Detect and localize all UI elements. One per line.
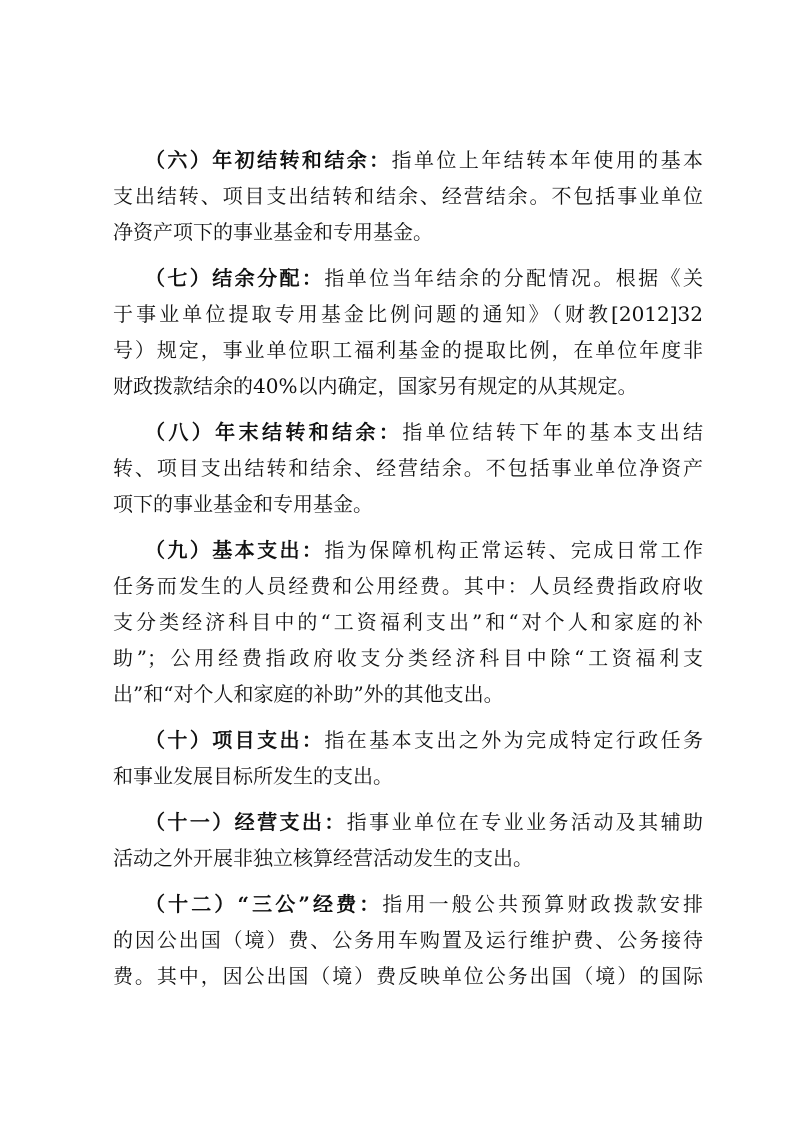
paragraph-8 [113,414,703,522]
paragraph-text: 指单位当年结余的分配情况。根据《关 [324,266,704,290]
paragraph-heading: （七）结余分配： [145,266,325,290]
paragraph-9 [113,532,703,712]
paragraph-line [113,260,703,296]
paragraph-line: 项下的事业基金和专用基金。 [113,492,373,516]
paragraph-text: 指用一般公共预算财政拨款安排 [382,892,704,916]
paragraph-line [113,532,703,568]
paragraph-line [113,804,703,840]
paragraph-text: 指事业单位在专业业务活动及其辅助 [346,810,703,834]
paragraph-10 [113,722,703,794]
paragraph-heading: （十二）“三公”经费： [145,892,383,916]
paragraph-line: 支出结转、项目支出结转和结余、经营结余。不包括事业单位 [113,184,703,208]
paragraph-line: 费。其中，因公出国（境）费反映单位公务出国（境）的国际 [113,964,703,988]
paragraph-line: 的因公出国（境）费、公务用车购置及运行维护费、公务接待 [113,928,703,952]
paragraph-line [113,722,703,758]
paragraph-heading: （十一）经营支出： [145,810,347,834]
paragraph-line: 助”；公用经费指政府收支分类经济科目中除“工资福利支 [113,646,703,670]
paragraph-line: 财政拨款结余的40%以内确定，国家另有规定的从其规定。 [113,374,638,398]
paragraph-heading: （十）项目支出： [145,728,325,752]
paragraph-line: 转、项目支出结转和结余、经营结余。不包括事业单位净资产 [113,456,703,480]
paragraph-line: 任务而发生的人员经费和公用经费。其中：人员经费指政府收 [113,574,703,598]
paragraph-6 [113,142,703,250]
paragraph-11 [113,804,703,876]
body-text [113,142,703,1004]
paragraph-heading: （六）年初结转和结余： [145,148,392,172]
paragraph-text: 指单位结转下年的基本支出结 [402,420,704,444]
paragraph-text: 指在基本支出之外为完成特定行政任务 [324,728,704,752]
paragraph-line: 号）规定，事业单位职工福利基金的提取比例，在单位年度非 [113,338,703,362]
paragraph-line: 活动之外开展非独立核算经营活动发生的支出。 [113,846,533,870]
paragraph-12 [113,886,703,994]
paragraph-7 [113,260,703,404]
paragraph-line: 净资产项下的事业基金和专用基金。 [113,220,433,244]
paragraph-heading: （八）年末结转和结余： [145,420,403,444]
paragraph-line [113,886,703,922]
paragraph-line: 于事业单位提取专用基金比例问题的通知》（财教[2012]32 [113,302,703,326]
paragraph-line: 支分类经济科目中的“工资福利支出”和“对个人和家庭的补 [113,610,703,634]
paragraph-heading: （九）基本支出： [145,538,325,562]
paragraph-line: 和事业发展目标所发生的支出。 [113,764,393,788]
paragraph-text: 指单位上年结转本年使用的基本 [391,148,704,172]
paragraph-line [113,414,703,450]
paragraph-line [113,142,703,178]
paragraph-line: 出”和“对个人和家庭的补助”外的其他支出。 [113,682,504,706]
paragraph-text: 指为保障机构正常运转、完成日常工作 [324,538,704,562]
